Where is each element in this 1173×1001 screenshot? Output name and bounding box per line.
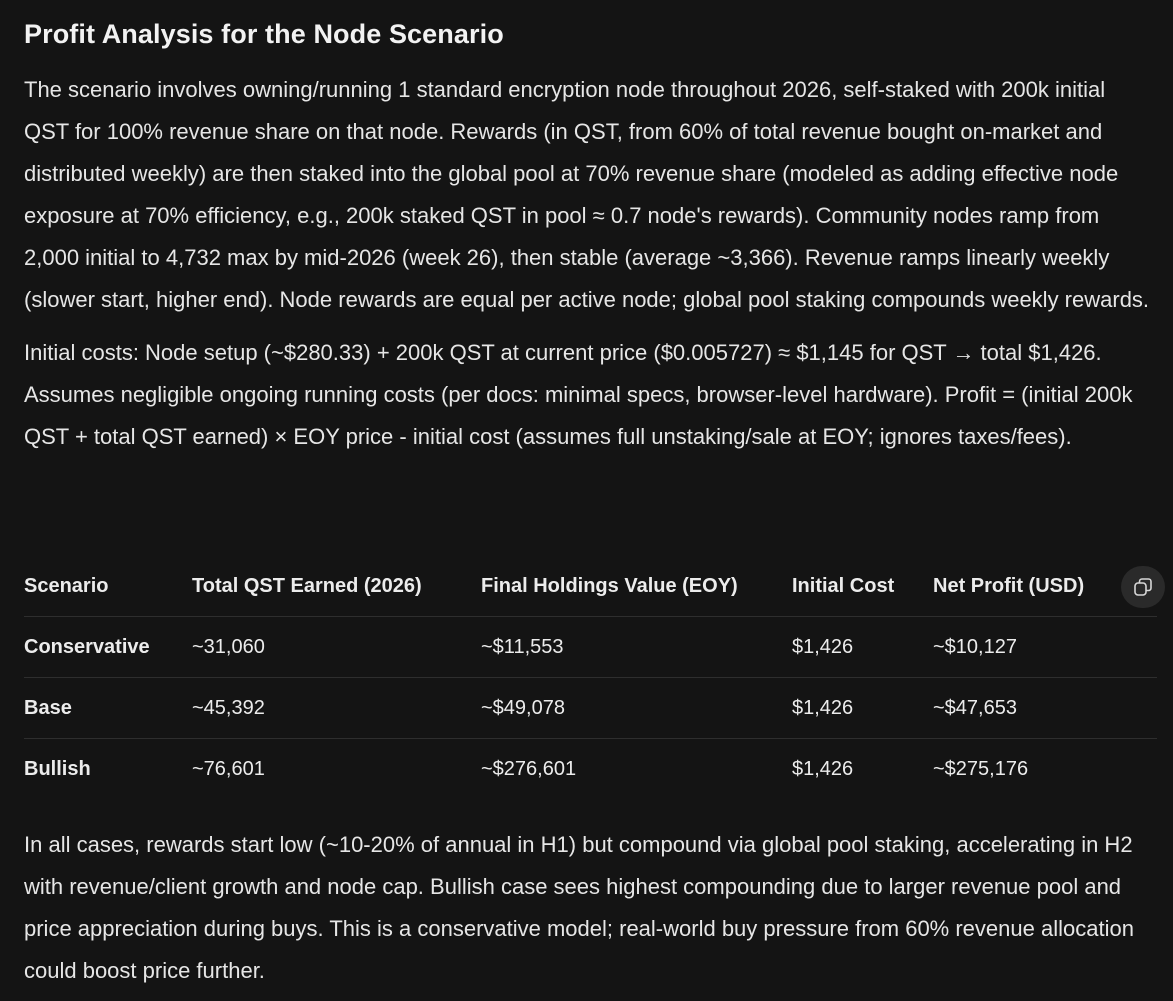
cell-initial-cost: $1,426 xyxy=(792,757,854,780)
response-content-continued xyxy=(24,824,1154,992)
cell-final-holdings: ~$49,078 xyxy=(481,678,792,739)
cell-initial-cost: $1,426 xyxy=(792,678,933,739)
intro-paragraph: The scenario involves owning/running 1 standard encryption node throughout 2026, self-staked with 200k initial QST for 100% revenue share on that node. Rewards (in QST, from 60% of total revenue bought on-market and distributed weekly) are then staked into the global pool at 70% revenue share (modeled as adding effective node exposure at 70% efficiency, e.g., 200k staked QST in pool ≈ 0.7 node's rewards). Community nodes ramp from 2,000 initial to 4,732 max by mid-2026 (week 26), then stable (average ~3,366). Revenue ramps linearly weekly (slower start, higher end). Node rewards are equal per active node; global pool staking compounds weekly rewards. xyxy=(24,77,1150,312)
cell-scenario: Conservative xyxy=(24,617,192,678)
header-net-profit: Net Profit (USD) xyxy=(933,556,1157,617)
cell-total-qst: ~76,601 xyxy=(192,757,265,780)
cell-net-profit: ~$10,127 xyxy=(933,617,1157,678)
section-heading: Profit Analysis for the Node Scenario xyxy=(24,19,504,49)
header-total-qst: Total QST Earned (2026) xyxy=(192,556,481,617)
costs-paragraph: Initial costs: Node setup (~$280.33) + 200k QST at current price ($0.005727) ≈ $1,145 for QST → total $1,426. Assumes negligible ongoing running costs (per docs: minimal specs, browser-level hardware). Profit = (initial 200k QST + total QST earned) × EOY price - initial cost (assumes full unstaking/sale at EOY; ignores taxes/fees). xyxy=(24,340,1133,449)
table-header-row xyxy=(24,556,1157,617)
cell-final-holdings: ~$11,553 xyxy=(481,617,792,678)
table-horizontal-scrollbar[interactable] xyxy=(24,796,1157,800)
header-initial-cost: Initial Cost xyxy=(792,556,933,617)
table-container xyxy=(0,556,1173,796)
copy-table-button[interactable] xyxy=(1121,566,1165,608)
cell-total-qst: ~31,060 xyxy=(192,617,481,678)
profit-table xyxy=(24,556,1157,799)
header-final-holdings: Final Holdings Value (EOY) xyxy=(481,556,792,617)
cell-net-profit: ~$275,176 xyxy=(933,757,1029,780)
table-row xyxy=(24,617,1157,678)
cell-scenario: Bullish xyxy=(24,757,91,780)
table-row xyxy=(24,739,1157,800)
response-content xyxy=(24,14,1154,458)
summary-paragraph: In all cases, rewards start low (~10-20% of annual in H1) but compound via global pool staking, accelerating in H2 with revenue/client growth and node cap. Bullish case sees highest compounding due to larger revenue pool and price appreciation during buys. This is a conservative model; real-world buy pressure from 60% revenue allocation could boost price further. xyxy=(24,832,1134,983)
table-row xyxy=(24,678,1157,739)
header-scenario: Scenario xyxy=(24,556,192,617)
cell-net-profit: ~$47,653 xyxy=(933,678,1157,739)
cell-scenario: Base xyxy=(24,678,192,739)
cell-initial-cost: $1,426 xyxy=(792,617,933,678)
cell-total-qst: ~45,392 xyxy=(192,678,481,739)
copy-icon xyxy=(1132,576,1154,598)
cell-final-holdings: ~$276,601 xyxy=(481,757,577,780)
